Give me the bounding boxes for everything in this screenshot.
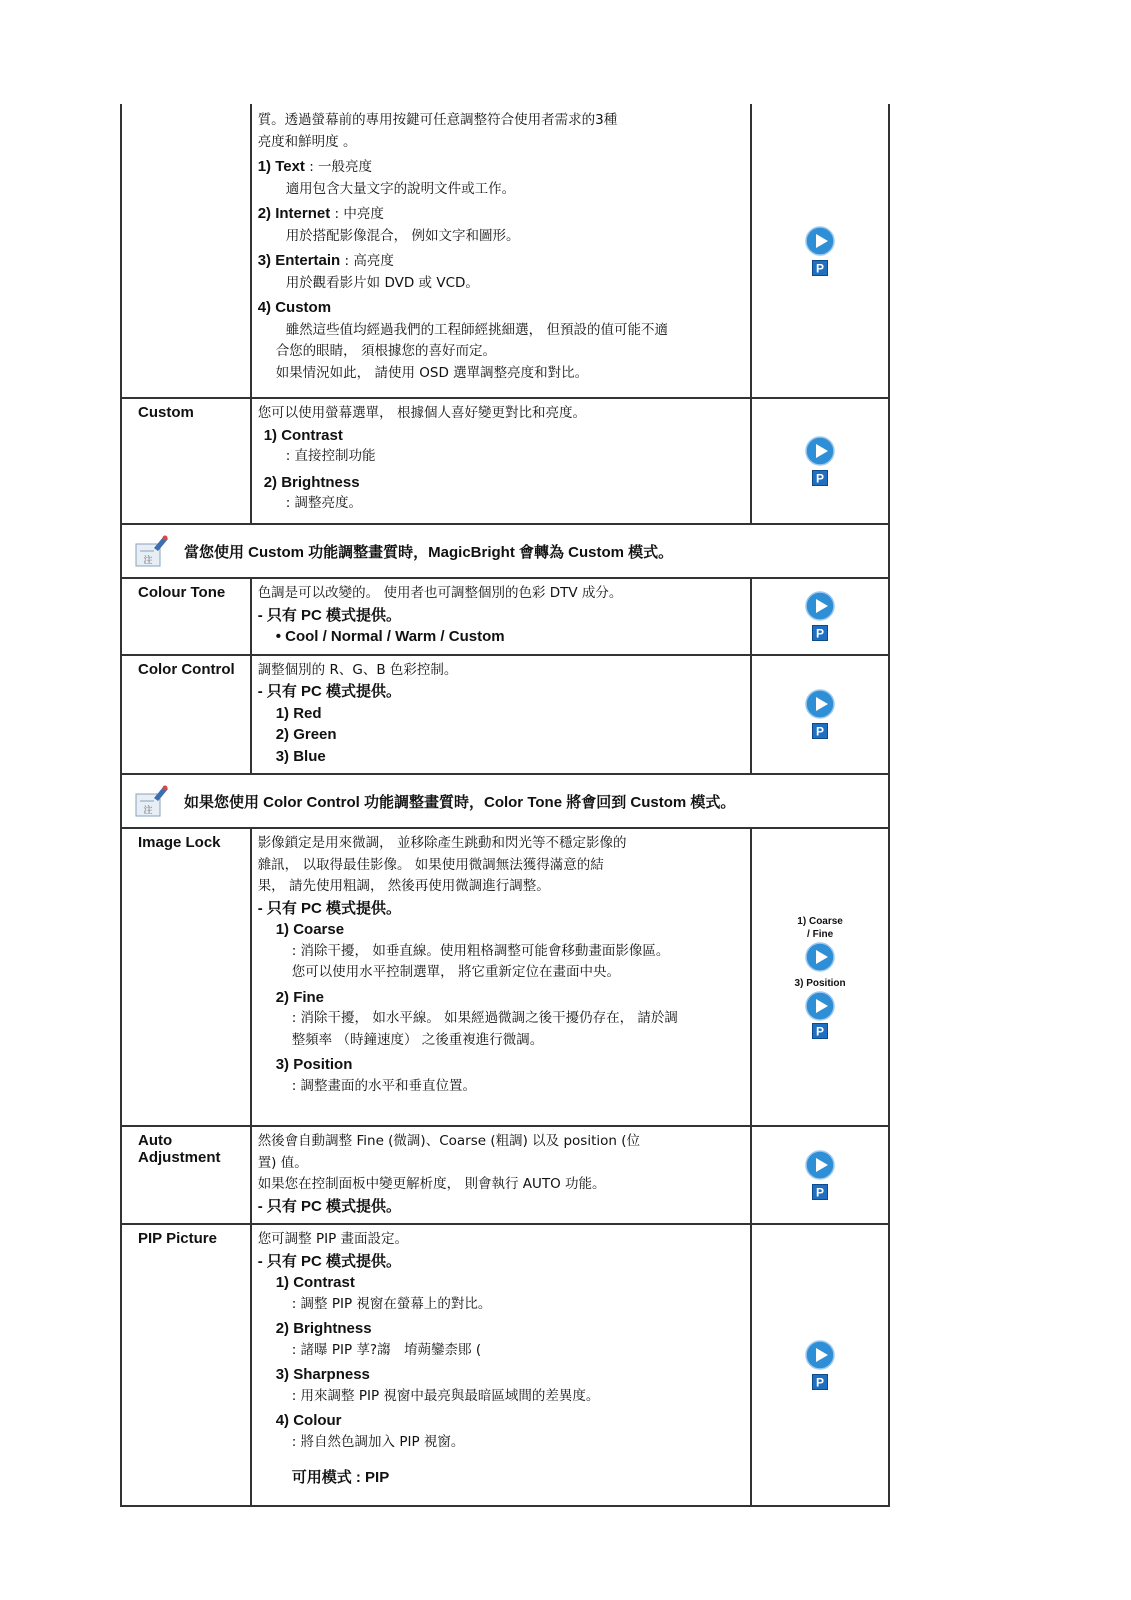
item-desc: : 將自然色調加入 PIP 視窗。 [291, 1433, 465, 1450]
desc-line: 您可調整 PIP 畫面設定。 [257, 1231, 409, 1247]
table-row [121, 578, 889, 655]
svg-text:P: P [816, 724, 825, 739]
desc-line: 影像鎖定是用來微調， 並移除產生跳動和閃光等不穩定影像的 [257, 835, 627, 851]
svg-text:P: P [816, 626, 825, 641]
item-desc: 用於搭配影像混合， 例如文字和圖形。 [285, 227, 520, 244]
icon-cell [751, 578, 889, 655]
note-row [121, 774, 889, 828]
play-button-icon[interactable] [805, 591, 835, 621]
desc-line: 亮度和鮮明度 。 [257, 133, 357, 150]
note-row [121, 524, 889, 578]
desc-cell [251, 398, 752, 524]
item-suffix: : 中亮度 [330, 206, 384, 222]
play-button-icon[interactable] [805, 689, 835, 719]
table-row [121, 104, 889, 398]
svg-text:P: P [816, 1185, 825, 1199]
item-desc: 整頻率 （時鐘速度） 之後重複進行微調。 [291, 1031, 544, 1048]
item-title: 1) Red [275, 704, 322, 722]
desc-cell [251, 104, 752, 398]
item-title: 1) Text [257, 158, 305, 175]
item-desc: : 調整亮度。 [285, 495, 363, 511]
svg-text:注: 注 [143, 806, 153, 816]
row-label: Colour Tone [138, 584, 226, 601]
svg-text:注: 注 [143, 556, 153, 566]
svg-text:P: P [816, 1024, 825, 1038]
item-title: 2) Green [275, 726, 337, 743]
icon-cell [751, 1224, 889, 1506]
item-suffix: : 一般亮度 [304, 159, 373, 175]
svg-text:P: P [816, 261, 825, 275]
desc-line: 置) 值。 [257, 1154, 308, 1171]
table-row [121, 1126, 889, 1224]
item-desc: 適用包含大量文字的說明文件或工作。 [285, 180, 516, 197]
desc-line: 色調是可以改變的。 使用者也可調整個別的色彩 DTV 成分。 [257, 585, 623, 601]
play-button-icon[interactable] [805, 226, 835, 256]
play-button-icon[interactable] [805, 991, 835, 1021]
table-row [121, 398, 889, 524]
desc-cell [251, 828, 752, 1126]
item-desc: 用於觀看影片如 DVD 或 VCD。 [285, 274, 479, 291]
desc-line: 果， 請先使用粗調， 然後再使用微調進行調整。 [257, 878, 550, 894]
note-text: 如果您使用 Color Control 功能調整畫質時，Color Tone 將會回到 Custom 模式。 [184, 793, 736, 811]
row-label: Color Control [138, 660, 235, 678]
icon-cell [751, 104, 889, 398]
desc-cell [251, 1126, 752, 1224]
table-row [121, 655, 889, 775]
pc-only-note: - 只有 PC 模式提供。 [257, 606, 402, 624]
row-label: Adjustment [138, 1149, 221, 1166]
item-title: 4) Custom [257, 299, 332, 316]
item-desc: : 用來調整 PIP 視窗中最亮與最暗區域間的差異度。 [291, 1387, 600, 1404]
osd-menu-table [120, 104, 890, 1507]
icon-cell [751, 828, 889, 1126]
desc-line: 您可以使用螢幕選單， 根據個人喜好變更對比和亮度。 [257, 405, 586, 421]
item-title: 2) Fine [275, 988, 325, 1006]
desc-line: 雜訊， 以取得最佳影像。 如果使用微調無法獲得滿意的結 [257, 856, 604, 873]
icon-caption: 1) Coarse [797, 915, 843, 927]
item-desc: : 消除干擾， 如垂直線。使用粗格調整可能會移動畫面影像區。 [291, 942, 670, 959]
icon-cell [751, 398, 889, 524]
desc-cell [251, 655, 752, 775]
play-button-icon[interactable] [805, 1340, 835, 1370]
pc-mode-icon[interactable] [812, 1023, 828, 1039]
label-cell [121, 398, 251, 524]
table-row [121, 1224, 889, 1506]
row-label: Image Lock [138, 834, 221, 851]
label-cell [121, 1126, 251, 1224]
label-cell [121, 655, 251, 775]
pc-mode-icon[interactable] [812, 723, 828, 739]
pc-mode-icon[interactable] [812, 260, 828, 276]
available-mode: 可用模式 : PIP [291, 1469, 390, 1486]
item-desc: 如果情況如此， 請使用 OSD 選單調整亮度和對比。 [275, 364, 589, 381]
item-title: 1) Contrast [275, 1274, 355, 1291]
desc-cell [251, 1224, 752, 1506]
pc-mode-icon[interactable] [812, 625, 828, 641]
item-desc: : 直接控制功能 [285, 448, 376, 464]
pc-only-note: - 只有 PC 模式提供。 [257, 683, 402, 700]
row-label: Auto [138, 1132, 173, 1149]
row-label: Custom [138, 404, 194, 421]
item-desc: : 調整 PIP 視窗在螢幕上的對比。 [291, 1295, 492, 1312]
pc-only-note: - 只有 PC 模式提供。 [257, 899, 402, 917]
item-title: 2) Internet [257, 205, 331, 222]
item-suffix: : 高亮度 [340, 253, 394, 269]
desc-cell [251, 578, 752, 655]
pc-mode-icon[interactable] [812, 470, 828, 486]
item-title: 3) Blue [275, 747, 326, 765]
play-button-icon[interactable] [805, 436, 835, 466]
pc-mode-icon[interactable] [812, 1184, 828, 1200]
item-title: 1) Coarse [275, 921, 345, 938]
icon-cell [751, 655, 889, 775]
icon-caption: 3) Position [794, 977, 846, 989]
note-cell [121, 524, 889, 578]
icon-caption: / Fine [807, 928, 834, 940]
pc-only-note: - 只有 PC 模式提供。 [257, 1252, 402, 1270]
options-list: • Cool / Normal / Warm / Custom [275, 628, 505, 645]
label-cell [121, 1224, 251, 1506]
item-title: 3) Sharpness [275, 1366, 370, 1383]
play-button-icon[interactable] [805, 1150, 835, 1180]
row-label: PIP Picture [138, 1230, 217, 1247]
item-title: 2) Brightness [275, 1320, 372, 1337]
note-icon [134, 534, 170, 568]
item-desc: : 諸曝 PIP 莩?謅 堉蒴鑾柰郥 ( [291, 1341, 482, 1358]
item-title: 4) Colour [275, 1412, 342, 1429]
item-desc: 雖然這些值均經過我們的工程師經挑細選， 但預設的值可能不適 [285, 321, 668, 338]
note-text: 當您使用 Custom 功能調整畫質時，MagicBright 會轉為 Custom 模式。 [184, 543, 674, 561]
note-icon [134, 784, 170, 818]
svg-text:P: P [816, 1375, 825, 1390]
table-row [121, 828, 889, 1126]
label-cell [121, 578, 251, 655]
desc-line: 然後會自動調整 Fine (微調)、Coarse (粗調) 以及 position (位 [257, 1133, 640, 1149]
desc-line: 如果您在控制面板中變更解析度， 則會執行 AUTO 功能。 [257, 1176, 606, 1192]
item-desc: 您可以使用水平控制選單， 將它重新定位在畫面中央。 [291, 964, 620, 980]
pc-only-note: - 只有 PC 模式提供。 [257, 1197, 402, 1215]
play-button-icon[interactable] [805, 942, 835, 972]
icon-cell [751, 1126, 889, 1224]
item-title: 2) Brightness [263, 473, 360, 491]
desc-line: 質。透過螢幕前的專用按鍵可任意調整符合使用者需求的3種 [257, 112, 618, 128]
note-cell [121, 774, 889, 828]
item-title: 3) Entertain [257, 252, 341, 269]
svg-text:P: P [816, 471, 825, 486]
item-desc: : 消除干擾， 如水平線。 如果經過微調之後干擾仍存在， 請於調 [291, 1010, 678, 1026]
item-desc: 合您的眼睛， 須根據您的喜好而定。 [275, 343, 496, 359]
item-title: 1) Contrast [263, 426, 343, 444]
item-desc: : 調整畫面的水平和垂直位置。 [291, 1077, 477, 1094]
label-cell [121, 828, 251, 1126]
item-title: 3) Position [275, 1056, 353, 1073]
pc-mode-icon[interactable] [812, 1374, 828, 1390]
desc-line: 調整個別的 R、G、B 色彩控制。 [257, 661, 458, 678]
label-cell [121, 104, 251, 398]
